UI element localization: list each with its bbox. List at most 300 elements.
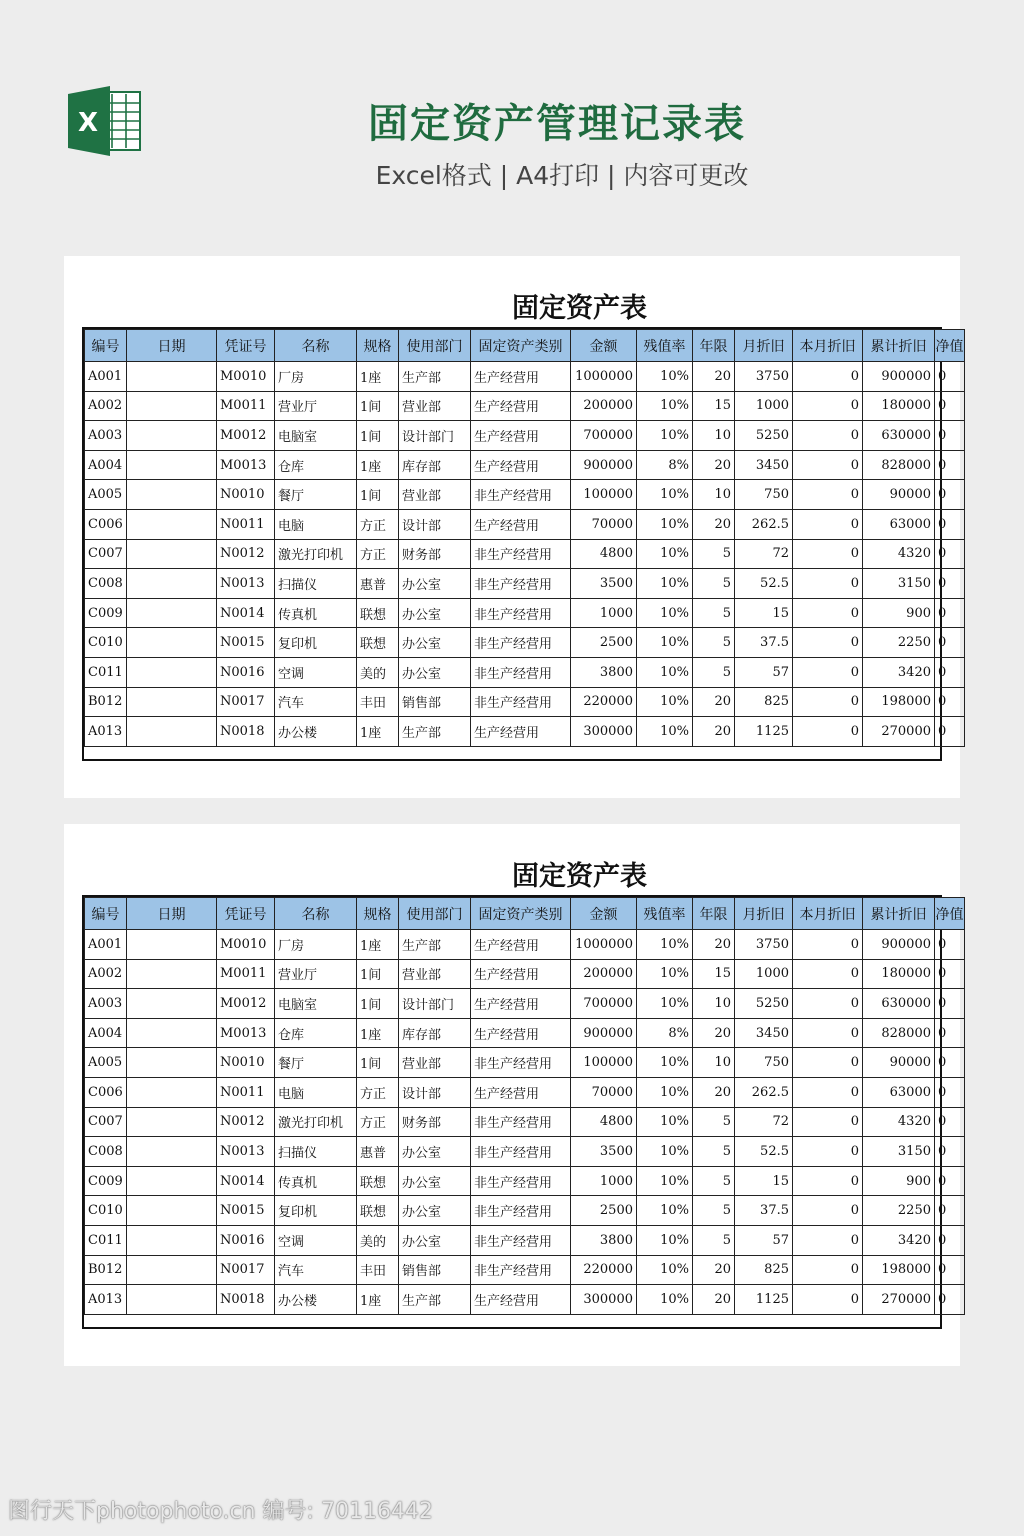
table-cell: 办公室 bbox=[399, 657, 471, 687]
table-cell: 联想 bbox=[357, 628, 399, 658]
table-cell: 630000 bbox=[863, 989, 935, 1019]
watermark-text: 图行天下photophoto.cn 编号: 70116442 bbox=[8, 1499, 433, 1524]
table-cell: 非生产经营用 bbox=[471, 569, 571, 599]
column-header: 名称 bbox=[275, 330, 357, 362]
table-cell: 0 bbox=[935, 1137, 965, 1167]
table-cell: 10% bbox=[637, 1137, 693, 1167]
table-cell: 复印机 bbox=[275, 1196, 357, 1226]
table-cell: 0 bbox=[793, 930, 863, 960]
table-cell: 10% bbox=[637, 539, 693, 569]
table-cell: 3800 bbox=[571, 657, 637, 687]
table-cell: 营业厅 bbox=[275, 391, 357, 421]
table-cell: 1间 bbox=[357, 421, 399, 451]
table-cell: 财务部 bbox=[399, 1107, 471, 1137]
column-header: 净值 bbox=[935, 898, 965, 930]
table-cell: 750 bbox=[735, 480, 793, 510]
table-cell: 825 bbox=[735, 687, 793, 717]
table-cell: 37.5 bbox=[735, 1196, 793, 1226]
table-cell: 10% bbox=[637, 1255, 693, 1285]
table-cell: 0 bbox=[793, 628, 863, 658]
table-cell: M0011 bbox=[217, 959, 275, 989]
table-cell: 0 bbox=[935, 959, 965, 989]
table-cell: 70000 bbox=[571, 1077, 637, 1107]
table-cell: 900000 bbox=[863, 930, 935, 960]
table-cell: 1000 bbox=[571, 1166, 637, 1196]
table-row bbox=[85, 450, 965, 480]
table-cell bbox=[127, 539, 217, 569]
table-cell: 270000 bbox=[863, 1285, 935, 1315]
column-header: 金额 bbox=[571, 898, 637, 930]
table-cell: 0 bbox=[793, 1077, 863, 1107]
table-cell bbox=[127, 959, 217, 989]
table-cell: C011 bbox=[85, 657, 127, 687]
table-cell: 3420 bbox=[863, 657, 935, 687]
table-cell: 10 bbox=[693, 421, 735, 451]
table-cell: 营业厅 bbox=[275, 959, 357, 989]
table-cell: 联想 bbox=[357, 1166, 399, 1196]
table-row bbox=[85, 1107, 965, 1137]
table-cell: C007 bbox=[85, 539, 127, 569]
table-cell: 5 bbox=[693, 1137, 735, 1167]
table-cell: 15 bbox=[735, 1166, 793, 1196]
table-cell: M0011 bbox=[217, 391, 275, 421]
table-cell: M0013 bbox=[217, 450, 275, 480]
table-cell bbox=[127, 480, 217, 510]
table-cell: 4320 bbox=[863, 539, 935, 569]
column-header: 规格 bbox=[357, 898, 399, 930]
table-cell: 57 bbox=[735, 657, 793, 687]
table-cell: N0014 bbox=[217, 1166, 275, 1196]
table-cell: 3800 bbox=[571, 1225, 637, 1255]
column-header: 月折旧 bbox=[735, 898, 793, 930]
table-cell: 生产经营用 bbox=[471, 362, 571, 392]
table-cell: 非生产经营用 bbox=[471, 1196, 571, 1226]
table-cell: N0012 bbox=[217, 539, 275, 569]
table-cell: A001 bbox=[85, 362, 127, 392]
table-cell: 0 bbox=[793, 598, 863, 628]
table-cell bbox=[127, 1166, 217, 1196]
table-cell: 20 bbox=[693, 717, 735, 747]
table-cell: 0 bbox=[793, 450, 863, 480]
table-cell: 90000 bbox=[863, 1048, 935, 1078]
table-cell: 100000 bbox=[571, 480, 637, 510]
table-cell: 办公室 bbox=[399, 1137, 471, 1167]
table-cell: 198000 bbox=[863, 687, 935, 717]
table-cell: 72 bbox=[735, 1107, 793, 1137]
table-cell: 生产部 bbox=[399, 930, 471, 960]
table-row bbox=[85, 509, 965, 539]
table-cell: 非生产经营用 bbox=[471, 1225, 571, 1255]
table-cell: C010 bbox=[85, 1196, 127, 1226]
table-cell: 0 bbox=[793, 1225, 863, 1255]
table-cell: 1座 bbox=[357, 362, 399, 392]
table-cell: 厂房 bbox=[275, 930, 357, 960]
table-cell: 1座 bbox=[357, 1018, 399, 1048]
table-cell: 180000 bbox=[863, 959, 935, 989]
table-cell: 0 bbox=[793, 480, 863, 510]
table-cell: C006 bbox=[85, 1077, 127, 1107]
table-cell: 财务部 bbox=[399, 539, 471, 569]
asset-table bbox=[84, 897, 965, 1315]
table-cell: 0 bbox=[793, 717, 863, 747]
table-cell: A004 bbox=[85, 450, 127, 480]
table-cell: 0 bbox=[935, 509, 965, 539]
table-cell: M0012 bbox=[217, 989, 275, 1019]
table-cell: N0011 bbox=[217, 509, 275, 539]
table-cell: 扫描仪 bbox=[275, 569, 357, 599]
table-cell: N0018 bbox=[217, 717, 275, 747]
table-cell: 10% bbox=[637, 362, 693, 392]
table-cell: 0 bbox=[935, 1107, 965, 1137]
table-cell: 0 bbox=[935, 1166, 965, 1196]
column-header: 凭证号 bbox=[217, 330, 275, 362]
table-cell: 57 bbox=[735, 1225, 793, 1255]
table-cell: 20 bbox=[693, 450, 735, 480]
table-cell: 700000 bbox=[571, 421, 637, 451]
table-cell: 3450 bbox=[735, 1018, 793, 1048]
table-cell: 10% bbox=[637, 1196, 693, 1226]
table-cell: 生产经营用 bbox=[471, 1018, 571, 1048]
table-cell: 1125 bbox=[735, 717, 793, 747]
table-cell: 15 bbox=[693, 959, 735, 989]
table-cell: 63000 bbox=[863, 1077, 935, 1107]
table-cell bbox=[127, 1255, 217, 1285]
table-cell: 0 bbox=[793, 989, 863, 1019]
column-header: 残值率 bbox=[637, 330, 693, 362]
table-cell: 900000 bbox=[571, 1018, 637, 1048]
table-cell: 37.5 bbox=[735, 628, 793, 658]
table-cell: 1间 bbox=[357, 1048, 399, 1078]
table-cell: 方正 bbox=[357, 539, 399, 569]
table-cell: 办公室 bbox=[399, 1166, 471, 1196]
table-cell: N0012 bbox=[217, 1107, 275, 1137]
table-cell: 0 bbox=[935, 1048, 965, 1078]
table-cell: 美的 bbox=[357, 1225, 399, 1255]
table-cell: C008 bbox=[85, 569, 127, 599]
table-cell: 设计部门 bbox=[399, 421, 471, 451]
table-row bbox=[85, 1018, 965, 1048]
table-cell: A013 bbox=[85, 1285, 127, 1315]
table-cell: 0 bbox=[935, 1225, 965, 1255]
table-cell: 1间 bbox=[357, 989, 399, 1019]
table-cell: C007 bbox=[85, 1107, 127, 1137]
table-cell: 0 bbox=[793, 421, 863, 451]
table-cell: 生产部 bbox=[399, 362, 471, 392]
table-cell: 5 bbox=[693, 539, 735, 569]
table-cell: 生产经营用 bbox=[471, 959, 571, 989]
table-cell: 生产经营用 bbox=[471, 391, 571, 421]
table-row bbox=[85, 1225, 965, 1255]
table-cell: 900 bbox=[863, 598, 935, 628]
table-cell: 63000 bbox=[863, 509, 935, 539]
column-header: 固定资产类别 bbox=[471, 330, 571, 362]
table-cell: 15 bbox=[693, 391, 735, 421]
table-cell: 生产部 bbox=[399, 1285, 471, 1315]
table-cell: N0010 bbox=[217, 480, 275, 510]
table-cell: 300000 bbox=[571, 717, 637, 747]
table-cell: 262.5 bbox=[735, 1077, 793, 1107]
table-cell bbox=[127, 391, 217, 421]
table-cell: 传真机 bbox=[275, 1166, 357, 1196]
table-cell: 198000 bbox=[863, 1255, 935, 1285]
table-row bbox=[85, 687, 965, 717]
table-cell: 0 bbox=[793, 1018, 863, 1048]
table-cell: 0 bbox=[935, 480, 965, 510]
table-cell: 0 bbox=[793, 687, 863, 717]
table-cell: 方正 bbox=[357, 1107, 399, 1137]
table-cell: 非生产经营用 bbox=[471, 1107, 571, 1137]
table-cell: 电脑室 bbox=[275, 989, 357, 1019]
table-cell: 设计部 bbox=[399, 509, 471, 539]
table-cell: 办公室 bbox=[399, 1225, 471, 1255]
table-cell: 方正 bbox=[357, 509, 399, 539]
table-cell: 10% bbox=[637, 598, 693, 628]
sheet-title: 固定资产表 bbox=[512, 861, 647, 892]
column-header: 使用部门 bbox=[399, 898, 471, 930]
table-cell: 2500 bbox=[571, 1196, 637, 1226]
table-cell: 10% bbox=[637, 1285, 693, 1315]
table-row bbox=[85, 362, 965, 392]
table-cell: 0 bbox=[793, 539, 863, 569]
table-cell: N0013 bbox=[217, 569, 275, 599]
table-cell: 3500 bbox=[571, 1137, 637, 1167]
table-cell: 0 bbox=[935, 989, 965, 1019]
table-cell: 52.5 bbox=[735, 1137, 793, 1167]
table-cell bbox=[127, 362, 217, 392]
table-row bbox=[85, 1255, 965, 1285]
table-cell: 库存部 bbox=[399, 1018, 471, 1048]
table-cell bbox=[127, 1196, 217, 1226]
table-cell: 10% bbox=[637, 1077, 693, 1107]
table-cell: 0 bbox=[935, 391, 965, 421]
table-cell: 0 bbox=[793, 569, 863, 599]
table-cell: 5 bbox=[693, 657, 735, 687]
table-cell bbox=[127, 1077, 217, 1107]
table-row bbox=[85, 569, 965, 599]
table-cell: 厂房 bbox=[275, 362, 357, 392]
column-header: 固定资产类别 bbox=[471, 898, 571, 930]
table-cell: 262.5 bbox=[735, 509, 793, 539]
table-cell: 非生产经营用 bbox=[471, 657, 571, 687]
table-cell: 0 bbox=[935, 1196, 965, 1226]
table-cell bbox=[127, 509, 217, 539]
column-header: 金额 bbox=[571, 330, 637, 362]
table-cell: 非生产经营用 bbox=[471, 1255, 571, 1285]
table-cell: 1125 bbox=[735, 1285, 793, 1315]
table-cell: A005 bbox=[85, 480, 127, 510]
table-cell: 5 bbox=[693, 569, 735, 599]
table-cell: 非生产经营用 bbox=[471, 1166, 571, 1196]
table-cell: 传真机 bbox=[275, 598, 357, 628]
table-cell: B012 bbox=[85, 687, 127, 717]
table-cell: 3750 bbox=[735, 362, 793, 392]
table-cell: 激光打印机 bbox=[275, 539, 357, 569]
table-cell: 3500 bbox=[571, 569, 637, 599]
table-cell: 10% bbox=[637, 628, 693, 658]
table-cell: 4800 bbox=[571, 539, 637, 569]
table-cell: C011 bbox=[85, 1225, 127, 1255]
table-cell: 非生产经营用 bbox=[471, 598, 571, 628]
table-cell: 700000 bbox=[571, 989, 637, 1019]
table-cell: 生产经营用 bbox=[471, 421, 571, 451]
column-header: 规格 bbox=[357, 330, 399, 362]
table-cell: 5 bbox=[693, 628, 735, 658]
table-cell: 1间 bbox=[357, 959, 399, 989]
table-cell: 激光打印机 bbox=[275, 1107, 357, 1137]
table-cell: 20 bbox=[693, 1018, 735, 1048]
table-cell: 20 bbox=[693, 1077, 735, 1107]
column-header: 使用部门 bbox=[399, 330, 471, 362]
table-cell: A003 bbox=[85, 421, 127, 451]
table-cell: 5 bbox=[693, 1196, 735, 1226]
column-header: 编号 bbox=[85, 330, 127, 362]
table-cell: 餐厅 bbox=[275, 480, 357, 510]
table-cell: 1000000 bbox=[571, 362, 637, 392]
table-cell: 1000 bbox=[735, 391, 793, 421]
table-cell: N0018 bbox=[217, 1285, 275, 1315]
table-cell: 10% bbox=[637, 717, 693, 747]
table-cell: C006 bbox=[85, 509, 127, 539]
table-cell: 10% bbox=[637, 1166, 693, 1196]
table-cell: 10% bbox=[637, 509, 693, 539]
table-cell: 设计部 bbox=[399, 1077, 471, 1107]
table-row bbox=[85, 1048, 965, 1078]
table-cell: 10% bbox=[637, 657, 693, 687]
column-header: 月折旧 bbox=[735, 330, 793, 362]
table-cell: 非生产经营用 bbox=[471, 628, 571, 658]
table-cell: 10% bbox=[637, 480, 693, 510]
table-cell: 办公室 bbox=[399, 569, 471, 599]
table-cell: N0017 bbox=[217, 687, 275, 717]
table-cell: 汽车 bbox=[275, 687, 357, 717]
table-cell bbox=[127, 717, 217, 747]
table-row bbox=[85, 480, 965, 510]
table-cell: 0 bbox=[935, 362, 965, 392]
table-cell: 20 bbox=[693, 1285, 735, 1315]
table-row bbox=[85, 539, 965, 569]
table-cell: 丰田 bbox=[357, 1255, 399, 1285]
table-cell: 1座 bbox=[357, 450, 399, 480]
table-cell: 销售部 bbox=[399, 687, 471, 717]
table-cell: 生产部 bbox=[399, 717, 471, 747]
table-cell: A004 bbox=[85, 1018, 127, 1048]
table-cell: 0 bbox=[793, 657, 863, 687]
table-cell: 1座 bbox=[357, 717, 399, 747]
page-title: 固定资产管理记录表 bbox=[368, 101, 746, 147]
table-cell: 825 bbox=[735, 1255, 793, 1285]
table-cell: A005 bbox=[85, 1048, 127, 1078]
table-cell: 220000 bbox=[571, 687, 637, 717]
table-cell: 10% bbox=[637, 1048, 693, 1078]
table-cell: 3150 bbox=[863, 1137, 935, 1167]
table-cell: 4320 bbox=[863, 1107, 935, 1137]
table-cell: N0017 bbox=[217, 1255, 275, 1285]
table-header-row bbox=[85, 898, 965, 930]
table-cell: 900 bbox=[863, 1166, 935, 1196]
table-cell: 5 bbox=[693, 1166, 735, 1196]
table-cell bbox=[127, 1107, 217, 1137]
asset-table-container bbox=[82, 327, 964, 761]
table-cell: 900000 bbox=[863, 362, 935, 392]
table-cell: 营业部 bbox=[399, 959, 471, 989]
table-cell: 0 bbox=[935, 657, 965, 687]
table-cell: 营业部 bbox=[399, 480, 471, 510]
table-cell: 300000 bbox=[571, 1285, 637, 1315]
table-cell: N0014 bbox=[217, 598, 275, 628]
table-cell: 828000 bbox=[863, 1018, 935, 1048]
table-cell: 0 bbox=[935, 1077, 965, 1107]
table-cell: 10% bbox=[637, 930, 693, 960]
table-cell: M0010 bbox=[217, 930, 275, 960]
table-cell: 仓库 bbox=[275, 1018, 357, 1048]
table-cell: 办公室 bbox=[399, 628, 471, 658]
table-cell: N0013 bbox=[217, 1137, 275, 1167]
table-cell: 惠普 bbox=[357, 1137, 399, 1167]
table-cell: C008 bbox=[85, 1137, 127, 1167]
table-cell: 72 bbox=[735, 539, 793, 569]
table-cell: 生产经营用 bbox=[471, 1077, 571, 1107]
table-cell: 100000 bbox=[571, 1048, 637, 1078]
table-cell: 750 bbox=[735, 1048, 793, 1078]
table-cell: M0010 bbox=[217, 362, 275, 392]
table-cell: 0 bbox=[935, 1285, 965, 1315]
table-cell: A002 bbox=[85, 391, 127, 421]
table-cell: 20 bbox=[693, 687, 735, 717]
table-cell: 3750 bbox=[735, 930, 793, 960]
table-cell: 办公楼 bbox=[275, 717, 357, 747]
sheet-card-1 bbox=[64, 256, 964, 798]
table-cell: 电脑室 bbox=[275, 421, 357, 451]
table-cell: 8% bbox=[637, 1018, 693, 1048]
table-cell: N0015 bbox=[217, 1196, 275, 1226]
table-cell bbox=[127, 657, 217, 687]
table-cell: M0013 bbox=[217, 1018, 275, 1048]
table-cell: 1000 bbox=[735, 959, 793, 989]
table-cell: 1间 bbox=[357, 480, 399, 510]
table-row bbox=[85, 598, 965, 628]
table-cell: 10% bbox=[637, 569, 693, 599]
table-cell: N0015 bbox=[217, 628, 275, 658]
table-cell: 10% bbox=[637, 687, 693, 717]
table-cell: 900000 bbox=[571, 450, 637, 480]
table-cell: 0 bbox=[793, 1137, 863, 1167]
table-cell: 0 bbox=[935, 569, 965, 599]
table-cell: 10% bbox=[637, 959, 693, 989]
table-cell: M0012 bbox=[217, 421, 275, 451]
table-cell: 0 bbox=[935, 421, 965, 451]
table-cell: 生产经营用 bbox=[471, 930, 571, 960]
table-cell: 0 bbox=[935, 598, 965, 628]
table-row bbox=[85, 1166, 965, 1196]
table-cell: 非生产经营用 bbox=[471, 1137, 571, 1167]
column-header: 净值 bbox=[935, 330, 965, 362]
table-cell: 1座 bbox=[357, 930, 399, 960]
table-cell: 1间 bbox=[357, 391, 399, 421]
table-cell bbox=[127, 1137, 217, 1167]
table-cell: 5 bbox=[693, 1225, 735, 1255]
table-row bbox=[85, 1077, 965, 1107]
table-cell: 3450 bbox=[735, 450, 793, 480]
table-cell: 汽车 bbox=[275, 1255, 357, 1285]
table-cell: 200000 bbox=[571, 391, 637, 421]
table-cell: 1000000 bbox=[571, 930, 637, 960]
table-cell: 空调 bbox=[275, 657, 357, 687]
column-header: 本月折旧 bbox=[793, 330, 863, 362]
table-row bbox=[85, 989, 965, 1019]
table-cell bbox=[127, 628, 217, 658]
table-cell: 办公楼 bbox=[275, 1285, 357, 1315]
table-cell: N0016 bbox=[217, 657, 275, 687]
